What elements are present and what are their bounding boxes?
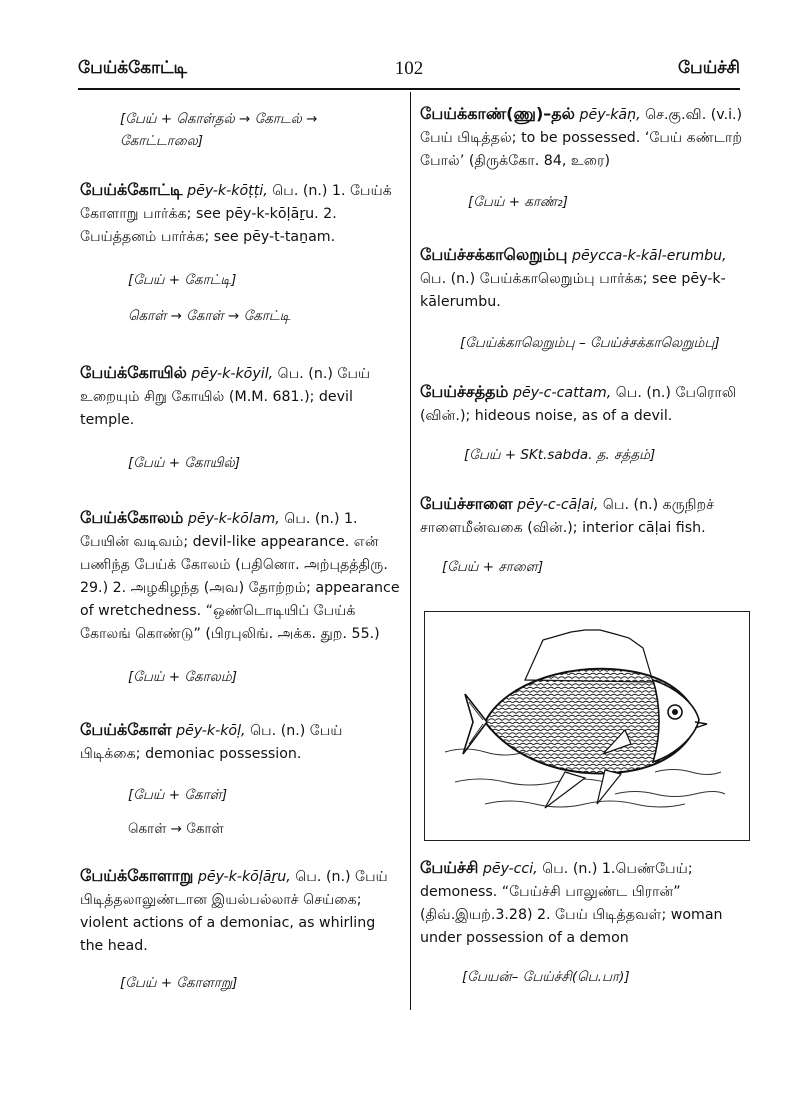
definition: பெ. (n.) 1. பேயின் வடிவம்; devil-like appearance. என் பணிந்த பேய்க் கோலம் (பதினொ. அற்புதத்திரு. 29.) 2. அழகிழந்த (அவ) தோற்றம்; appearance of wretchedness. “ஒண்டொடியிப் பேய்க் கோலங் கொண்டு” (பிரபுலிங். அக்க. துற. 55.) — [80, 511, 400, 642]
etymology: [பேய் + கோளாறு] — [120, 975, 238, 991]
headword: பேய்ச்சி — [420, 858, 479, 877]
romanization: pēy-k-kōyil, — [191, 366, 274, 382]
header-rule — [78, 88, 740, 90]
headword: பேய்ச்சக்காலெறும்பு — [420, 245, 568, 264]
etymology: [பேய் + கோயில்] — [128, 455, 240, 471]
etymology: [பேய் + SKt.sabda. த. சத்தம்] — [464, 447, 656, 463]
fish-illustration-icon — [425, 612, 749, 840]
romanization: pēy-k-kōlam, — [187, 511, 280, 527]
romanization: pēy-k-kōḷ, — [176, 723, 246, 739]
right-column — [420, 100, 750, 578]
header-left-word: பேய்க்கோட்டி — [78, 58, 188, 78]
headword: பேய்ச்சத்தம் — [420, 382, 509, 401]
dictionary-entry — [80, 506, 400, 646]
dictionary-entry — [420, 380, 750, 428]
dictionary-entry — [420, 856, 750, 950]
etymology: [பேய் + கொள்தல் → கோடல் → கோட்டாலை] — [120, 111, 318, 149]
definition: பெ. (n.) 1. பேய்க் கோளாறு பார்க்க; see pēy-k-kōḷāṟu. 2. பேய்த்தனம் பார்க்க; see pēy-t-taṉam. — [80, 183, 392, 245]
romanization: pēy-k-kōḷāṟu, — [197, 869, 291, 885]
column-divider — [410, 92, 411, 1010]
header-right-word: பேய்ச்சி — [677, 58, 740, 78]
headword: பேய்க்கோலம் — [80, 508, 184, 527]
romanization: pēy-cci, — [482, 861, 538, 877]
right-column-lower — [420, 856, 750, 988]
dictionary-entry — [420, 243, 750, 314]
dictionary-entry — [80, 864, 400, 958]
definition: பெ. (n.) பேரொலி (வின்.); hideous noise, as of a devil. — [420, 385, 737, 424]
etymology: [பேய் + சாளை] — [442, 559, 544, 575]
etymology: [பேய் + கோலம்] — [128, 669, 237, 685]
etymology: [பேய் + காண்₂] — [468, 194, 568, 210]
dictionary-entry — [420, 492, 750, 540]
dictionary-entry — [80, 178, 400, 249]
etymology: [பேய் + கோள்] — [128, 787, 228, 803]
romanization: pēy-k-kōṭṭi, — [187, 183, 268, 199]
headword: பேய்க்கோளாறு — [80, 866, 194, 885]
definition: செ.கு.வி. (v.i.) பேய் பிடித்தல்; to be possessed. ‘பேய் கண்டாற் போல்’ (திருக்கோ. 84, உரை) — [420, 107, 743, 169]
definition: பெ. (n.) கருநிறச் சாளைமீன்வகை (வின்.); interior cāḷai fish. — [420, 497, 715, 536]
headword: பேய்க்காண்(ணு)–தல் — [420, 104, 575, 123]
dictionary-entry — [420, 102, 750, 173]
etymology: [பேய் + கோட்டி] — [128, 272, 237, 288]
derivation: கொள் → கோள் → கோட்டி — [128, 308, 291, 324]
romanization: pēycca-k-kāl-erumbu, — [571, 248, 727, 264]
definition: பெ. (n.) பேய் பிடிக்கை; demoniac possession. — [80, 723, 343, 762]
dictionary-entry — [80, 361, 400, 432]
dictionary-entry — [80, 718, 400, 766]
etymology: [பேய்க்காலெறும்பு – பேய்ச்சக்காலெறும்பு] — [460, 335, 720, 351]
fish-figure — [424, 611, 750, 841]
headword: பேய்க்கோள் — [80, 720, 172, 739]
headword: பேய்க்கோயில் — [80, 363, 187, 382]
romanization: pēy-c-cāḷai, — [517, 497, 599, 513]
romanization: pēy-c-cattam, — [512, 385, 612, 401]
definition: பெ. (n.) பேய் பிடித்தலாலுண்டான இயல்பல்லாச் செய்கை; violent actions of a demoniac, as whirling the head. — [80, 869, 388, 954]
etymology: [பேயன்– பேய்ச்சி(பெ.பா)] — [462, 969, 630, 985]
headword: பேய்க்கோட்டி — [80, 180, 183, 199]
page-header — [78, 58, 740, 88]
romanization: pēy-kāṇ, — [579, 107, 641, 123]
definition: பெ. (n.) பேய்க்காலெறும்பு பார்க்க; see pēy-k-kālerumbu. — [420, 271, 726, 310]
left-column — [80, 100, 400, 994]
derivation: கொள் → கோள் — [128, 821, 224, 837]
page-number: 102 — [394, 58, 424, 79]
definition: பெ. (n.) பேய் உறையும் சிறு கோயில் (M.M. 681.); devil temple. — [80, 366, 371, 428]
definition: பெ. (n.) 1.பெண்பேய்; demoness. “பேய்ச்சி பாலுண்ட பிரான்” (திவ்.இயற்.3.28) 2. பேய் பிடித்தவள்; woman under possession of a demon — [420, 861, 723, 946]
headword: பேய்ச்சாளை — [420, 494, 513, 513]
